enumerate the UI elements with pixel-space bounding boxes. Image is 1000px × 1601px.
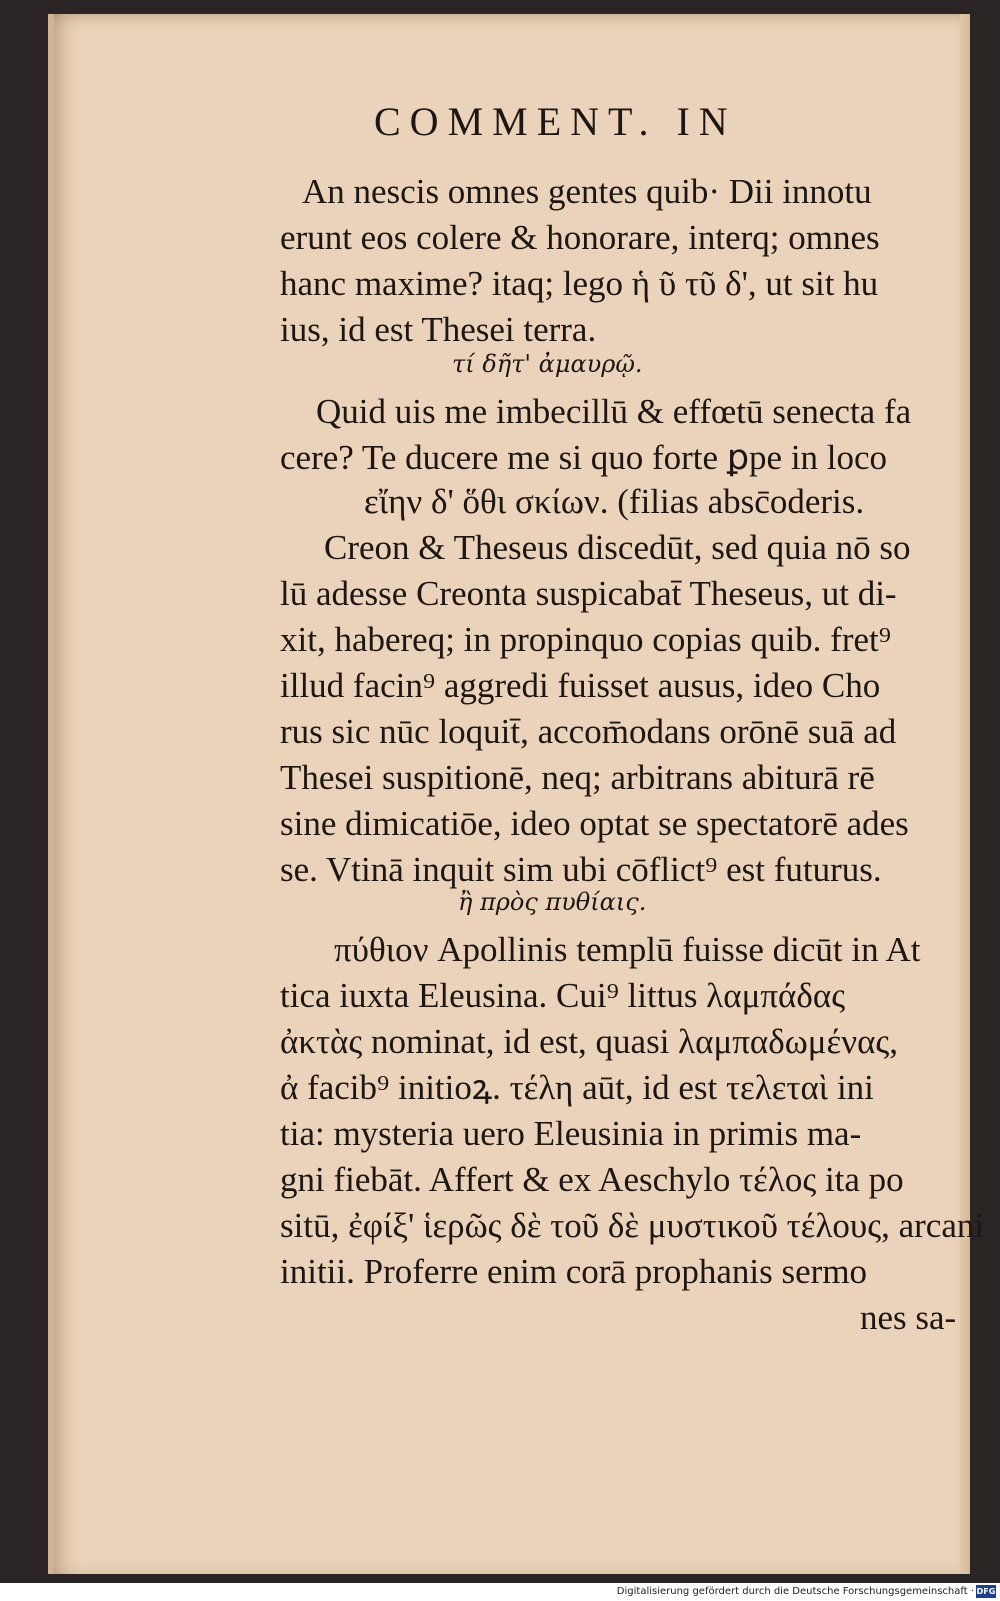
- page-edge: [960, 14, 970, 1574]
- text-line: initii. Proferre enim corā prophanis sermo: [280, 1252, 868, 1291]
- text-line: sine dimicatiōe, ideo optat se spectatorē ades: [280, 804, 909, 843]
- text-line: illud facin⁹ aggredi fuisset ausus, ideo Cho: [280, 666, 881, 705]
- text-line: erunt eos colere & honorare, interq; omnes: [280, 218, 880, 257]
- footer-bar: [0, 1583, 1000, 1601]
- text-line: Thesei suspitionē, neq; arbitrans abiturā rē: [280, 758, 875, 797]
- footer-credit: Digitalisierung gefördert durch die Deutsche Forschungsgemeinschaft ·: [616, 1586, 974, 1597]
- greek-lemma: τί δῆτ' ἀμαυρῷ.: [452, 350, 643, 378]
- text-line: Creon & Theseus discedūt, sed quia nō so: [324, 528, 911, 567]
- greek-lemma-line: εἴην δ' ὅθι σκίων. (filias absc̄oderis.: [364, 482, 865, 521]
- text-line: cere? Te ducere me si quo forte ꝑpe in loco: [280, 438, 888, 477]
- running-head: COMMENT. IN: [374, 99, 737, 144]
- text-line: ἀ facib⁹ initioꝝ. τέλη aūt, id est τελεταὶ ini: [280, 1068, 874, 1107]
- text-line: hanc maxime? itaq; lego ἡ ῦ τῦ δ', ut sit hu: [280, 264, 879, 303]
- greek-lemma: ἢ πρὸς πυθίαις.: [458, 888, 647, 916]
- book-page: [48, 14, 985, 1574]
- text-line: xit, habereq; in propinquo copias quib. fret⁹: [280, 620, 891, 659]
- text-line: πύθιον Apollinis templū fuisse dicūt in At: [334, 930, 921, 969]
- text-line: rus sic nūc loquit̄, accom̄odans orōnē suā ad: [280, 712, 897, 751]
- text-line: gni fiebāt. Affert & ex Aeschylo τέλος ita po: [280, 1160, 904, 1199]
- text-line: ἀκτὰς nominat, id est, quasi λαμπαδωμένας,: [280, 1022, 899, 1061]
- dfg-logo: DFG: [976, 1587, 996, 1596]
- text-line: Quid uis me imbecillū & effœtū senecta fa: [316, 392, 912, 431]
- text-line: tica iuxta Eleusina. Cui⁹ littus λαμπάδας: [280, 976, 846, 1015]
- text-line: ius, id est Thesei terra.: [280, 310, 597, 349]
- text-line: sitū, ἐφίξ' ἱερῶς δὲ τοῦ δὲ μυστικοῦ τέλους, arcani: [280, 1206, 985, 1245]
- text-line: lū adesse Creonta suspicabat̄ Theseus, ut di-: [280, 574, 897, 613]
- catchword: nes sa-: [860, 1298, 957, 1337]
- text-line: tia: mysteria uero Eleusinia in primis ma-: [280, 1114, 862, 1153]
- text-line: se. Vtinā inquit sim ubi cōflict⁹ est futurus.: [280, 850, 882, 889]
- text-line: An nescis omnes gentes quib· Dii innotu: [302, 172, 872, 211]
